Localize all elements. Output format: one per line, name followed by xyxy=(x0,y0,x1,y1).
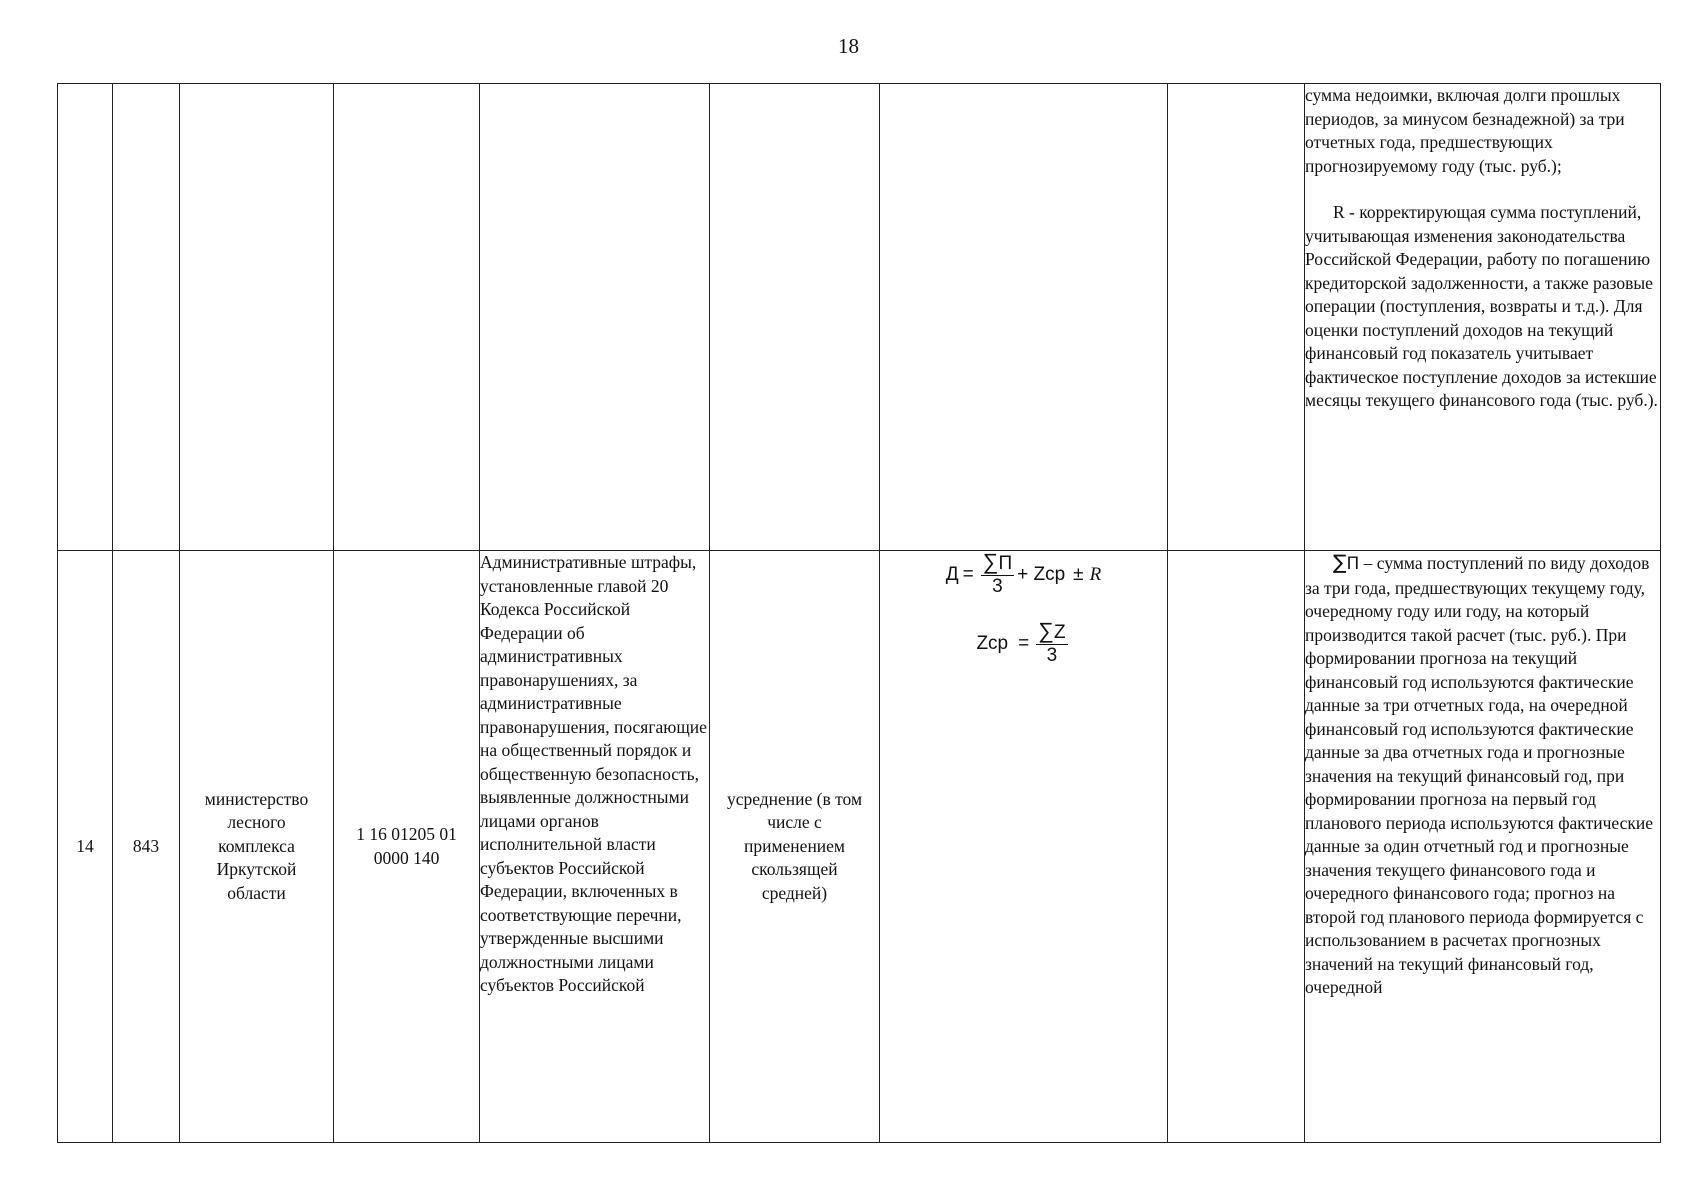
cell-code: 843 xyxy=(113,551,180,1143)
formula-r: R xyxy=(1089,563,1102,585)
cell-income-name xyxy=(480,84,710,551)
cell-empty xyxy=(1168,551,1305,1143)
description-text: – сумма поступлений по виду доходов за три года, предшествующих текущему году, очередному году или году, на который производится такой расчет (тыс. руб.). При формировании прогноза на текущий финансовый год используются фактические данные за три отчетных года, на очередной финансовый год используются фактические данные за два отчетных года и прогнозные значения на текущий финансовый год, при формировании прогноза на первый год планового периода используются фактические данные за один отчетный год и прогнозные значения текущего финансового года и очередного финансового года; прогноз на второй год планового периода формируется с использованием в расчетах прогнозных значений на текущий финансовый год, очередной xyxy=(1305,553,1654,997)
table-row xyxy=(58,84,1661,551)
formula-equals: = xyxy=(962,563,974,585)
formula-lhs: Zср xyxy=(976,632,1009,654)
sigma-symbol: ∑ xyxy=(982,550,999,574)
formula-numerator xyxy=(981,551,1014,576)
table-row xyxy=(58,551,1661,1143)
pi-symbol: П xyxy=(998,553,1013,574)
formula-denominator: 3 xyxy=(1046,645,1058,666)
cell-method xyxy=(710,84,880,551)
cell-method: усреднение (в том числе с применением скользящей средней) xyxy=(710,551,880,1143)
sigma-symbol: ∑ xyxy=(1333,550,1347,574)
cell-kbk xyxy=(334,84,480,551)
cell-income-name: Административные штрафы, установленные главой 20 Кодекса Российской Федерации об административных правонарушениях, за административные правонарушения, посягающие на общественный порядок и общественную безопасность, выявленные должностными лицами органов исполнительной власти субъектов Российской Федерации, включенных в соответствующие перечни, утвержденные высшими должностными лицами субъектов Российской xyxy=(480,551,710,1143)
formula-plus-term: + Zср xyxy=(1017,563,1066,585)
cell-administrator: министерство лесного комплекса Иркутской области xyxy=(180,551,334,1143)
formula-fraction xyxy=(981,551,1014,598)
formula-line-forecast xyxy=(946,551,1101,598)
income-forecast-table xyxy=(57,83,1661,1143)
cell-empty xyxy=(1168,84,1305,551)
formula-numerator xyxy=(1036,620,1067,645)
description-paragraph: R - корректирующая сумма поступлений, учитывающая изменения законодательства Российской Федерации, работу по погашению кредиторской задолженности, а также разовые операции (поступления, возвраты и т.д.). Для оценки поступлений доходов на текущий финансовый год показатель учитывает фактическое поступление доходов за истекшие месяцы текущего финансового года (тыс. руб.). xyxy=(1305,202,1658,410)
cell-administrator xyxy=(180,84,334,551)
formula-line-average xyxy=(946,620,1101,667)
cell-description xyxy=(1305,551,1661,1143)
page-number: 18 xyxy=(838,34,859,58)
description-paragraph: сумма недоимки, включая долги прошлых периодов, за минусом безнадежной) за три отчетных года, предшествующих прогнозируемому году (тыс. руб.); xyxy=(1305,85,1625,176)
z-symbol: Z xyxy=(1053,622,1066,643)
cell-formula xyxy=(880,84,1168,551)
formula-lhs: Д xyxy=(945,563,959,585)
cell-description xyxy=(1305,84,1661,551)
formula-plus-minus: ± xyxy=(1073,563,1084,585)
cell-code xyxy=(113,84,180,551)
cell-num: 14 xyxy=(58,551,113,1143)
forecast-formula xyxy=(946,551,1101,667)
description-paragraph xyxy=(1305,551,1660,1000)
formula-denominator: 3 xyxy=(992,576,1003,597)
pi-symbol: П xyxy=(1346,554,1360,574)
formula-equals: = xyxy=(1018,632,1030,654)
cell-formula xyxy=(880,551,1168,1143)
cell-kbk: 1 16 01205 01 0000 140 xyxy=(334,551,480,1143)
sigma-symbol: ∑ xyxy=(1038,618,1054,643)
cell-num xyxy=(58,84,113,551)
formula-fraction xyxy=(1036,620,1067,667)
